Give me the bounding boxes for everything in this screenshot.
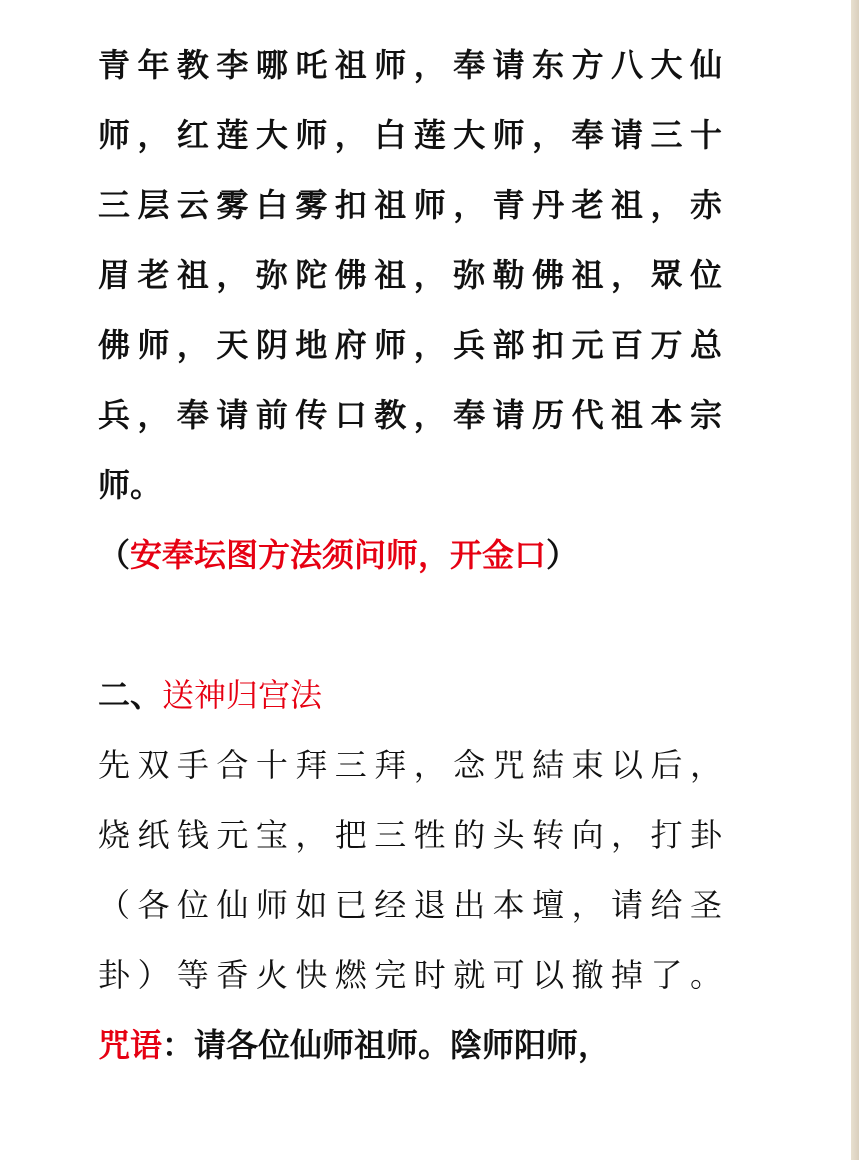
text-line: 眉老祖，弥陀佛祖，弥勒佛祖，眾位 (98, 256, 722, 294)
text-line: （各位仙师如已经退出本壇，请给圣 (98, 886, 722, 924)
text-line: 佛师，天阴地府师，兵部扣元百万总 (98, 326, 722, 364)
note-text: 安奉坛图方法须问师，开金口 (130, 536, 547, 574)
text-line: 师，红莲大师，白莲大师，奉请三十 (98, 116, 722, 154)
text-line: 三层云雾白雾扣祖师，青丹老祖，赤 (98, 186, 722, 224)
incantation-line (98, 1010, 722, 1080)
text-line: 先双手合十拜三拜，念咒結束以后， (98, 746, 722, 784)
text-line: 兵，奉请前传口教，奉请历代祖本宗 (98, 396, 722, 434)
note-close-paren: ） (546, 536, 579, 574)
section-title: 送神归宫法 (162, 676, 323, 714)
blank-line (98, 590, 722, 660)
section-number: 二、 (98, 676, 163, 714)
incantation-colon: ： (162, 1026, 195, 1064)
document-content (98, 30, 722, 1080)
incantation-text: 请各位仙师祖师。陰师阳师， (194, 1026, 611, 1064)
red-note (98, 520, 722, 590)
text-line: 师。 (98, 466, 163, 504)
page-edge-shadow (851, 0, 859, 1160)
incantation-label: 咒语 (98, 1026, 163, 1064)
note-open-paren: （ (98, 536, 131, 574)
text-line: 青年教李哪吒祖师，奉请东方八大仙 (98, 46, 722, 84)
text-line: 烧纸钱元宝，把三牲的头转向，打卦 (98, 816, 722, 854)
section-heading (98, 660, 722, 730)
text-line: 卦）等香火快燃完时就可以撤掉了。 (98, 956, 722, 994)
